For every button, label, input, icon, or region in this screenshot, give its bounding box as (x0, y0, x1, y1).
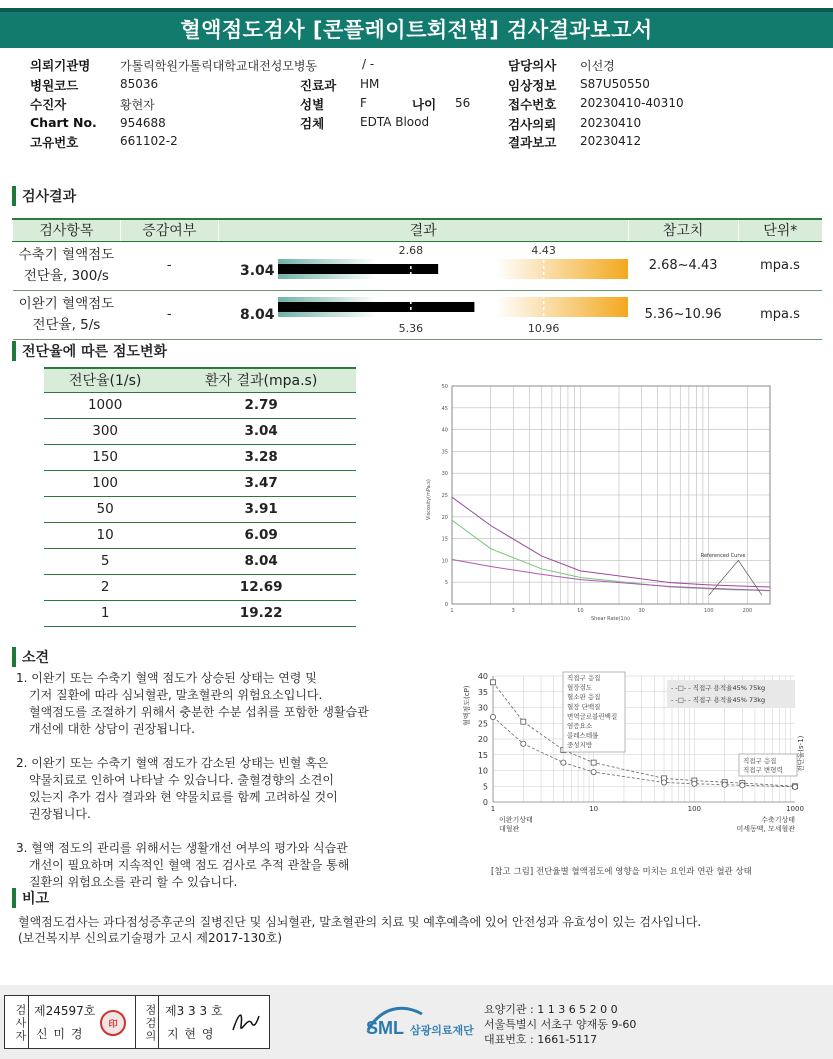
patient-result-cell: 3.91 (166, 496, 356, 522)
finding-line: 기저 질환에 따라 심뇌혈관, 말초혈관의 위험요소입니다. (29, 688, 323, 702)
x-axis-label: Shear Rate(1/s) (591, 616, 630, 622)
result-cell (218, 241, 628, 290)
result-value: 8.04 (240, 306, 275, 323)
unit-cell: mpa.s (738, 290, 822, 339)
x-tick-label: 100 (687, 805, 702, 813)
data-point (491, 680, 496, 685)
doctor-value: 이선경 (580, 59, 615, 73)
low-ref-label: 5.36 (398, 321, 424, 335)
y-tick-label: 35 (477, 687, 488, 697)
age-value: 56 (455, 96, 471, 110)
annotation-label: Referenced Curve (700, 552, 746, 559)
collector-label: 수진자 (30, 97, 67, 112)
table-row (44, 522, 356, 548)
section-marker (12, 647, 16, 667)
finding-line: 1. 이완기 또는 수축기 혈액 점도가 상승된 상태는 연령 및 (16, 671, 317, 685)
hospital-code-value: 85036 (120, 77, 159, 91)
y-tick-label: 0 (482, 798, 488, 807)
results-table (12, 218, 822, 340)
chart-value: 954688 (120, 116, 166, 130)
remarks-section-heading (12, 888, 49, 908)
shear-rate-cell: 100 (44, 470, 166, 496)
hospital-code-label: 병원코드 (30, 78, 79, 93)
col-header-reference: 참고치 (628, 219, 738, 241)
table-row (44, 470, 356, 496)
age-label: 나이 (412, 97, 437, 112)
section-marker (12, 341, 16, 361)
patient-result-cell: 19.22 (166, 600, 356, 626)
test-name-line2: 전단율, 300/s (23, 267, 109, 284)
legend-entry: - -□- - 직접구 용적율45% 73kg (671, 696, 766, 704)
y-tick-label: 20 (441, 514, 448, 521)
receipt-label: 접수번호 (508, 97, 557, 112)
finding-paragraph (16, 755, 456, 823)
collector-value: 황현자 (120, 98, 155, 112)
viscosity-chart (412, 380, 782, 625)
test-name-line1: 이완기 혈액점도 (18, 295, 115, 312)
col-header-shear: 전단율(1/s) (44, 368, 166, 392)
org-phone: 대표번호 : 1661-5117 (484, 1033, 598, 1046)
x-tick-label: 3 (511, 608, 515, 614)
factor-label: 직접구 변형력 (743, 766, 783, 774)
shear-rate-table (44, 367, 356, 627)
high-ref-label: 10.96 (528, 321, 560, 335)
clinical-label: 임상정보 (508, 78, 557, 93)
findings-text (16, 670, 456, 908)
report-title-bar (0, 8, 833, 48)
finding-line: 질환의 위험요소를 관리 할 수 있습니다. (29, 875, 238, 889)
finding-line: 3. 혈액 점도의 관리를 위해서는 생활개선 여부의 평가와 식습관 (16, 841, 348, 855)
table-row (44, 392, 356, 418)
y2-axis-label: 전단율(s-1) (797, 735, 805, 772)
unique-label: 고유번호 (30, 135, 79, 150)
finding-line: 혈액점도를 조절하기 위해서 충분한 수분 섭취를 포함한 생활습관 (29, 705, 369, 719)
verifier-label: 점검의 (135, 996, 159, 1048)
org-address: 서울특별시 서초구 양재동 9-60 (484, 1018, 637, 1031)
findings-section-heading (12, 647, 49, 667)
org-info (484, 1002, 636, 1047)
y-tick-label: 10 (441, 558, 448, 565)
reference-cell: 2.68~4.43 (628, 241, 738, 290)
test-name (13, 241, 121, 290)
table-row (44, 574, 356, 600)
series-line (452, 497, 770, 587)
svg-text:삼광의료재단: 삼광의료재단 (410, 1024, 474, 1037)
patient-result-cell: 2.79 (166, 392, 356, 418)
shear-heading-text: 전단율에 따른 점도변화 (22, 344, 167, 360)
high-ref-label: 4.43 (531, 243, 557, 257)
y-tick-label: 30 (441, 471, 448, 478)
y-tick-label: 35 (441, 449, 448, 456)
series-line (493, 717, 795, 787)
x-tick-label: 1000 (786, 805, 804, 813)
shear-rate-cell: 2 (44, 574, 166, 600)
data-point (591, 769, 596, 774)
y-tick-label: 0 (444, 602, 448, 608)
y-tick-label: 15 (477, 750, 488, 760)
results-section-heading (12, 186, 76, 206)
test-name (13, 290, 121, 339)
low-ref-label: 2.68 (398, 243, 424, 257)
shear-table-body (44, 392, 356, 626)
institution-value: 가톨릭학원가톨릭대학교대전성모병동 (120, 59, 318, 73)
receipt-value: 20230410-40310 (580, 96, 684, 110)
data-point (692, 781, 697, 786)
table-row (44, 600, 356, 626)
data-point (661, 780, 666, 785)
table-row (44, 418, 356, 444)
request-value: 20230410 (580, 116, 642, 130)
factor-label: 염증요소 (567, 722, 593, 730)
finding-paragraph (16, 670, 456, 738)
x-left-label: 이완기상태 (499, 816, 533, 824)
shear-rate-cell: 5 (44, 548, 166, 574)
chart-label: Chart No. (30, 115, 97, 130)
finding-line: 개선이 필요하며 지속적인 혈액 점도 검사로 추적 관찰을 통해 (29, 858, 350, 872)
change-cell: - (120, 241, 218, 290)
reference-chart (455, 668, 825, 883)
sex-label: 성별 (300, 97, 325, 112)
y-tick-label: 50 (441, 384, 448, 390)
gauge-value-bar (278, 302, 474, 312)
data-point (722, 782, 727, 787)
x-tick-label: 200 (742, 608, 753, 614)
y-tick-label: 40 (441, 427, 448, 434)
examiner-seal (99, 1009, 127, 1037)
institution-label: 의뢰기관명 (30, 58, 91, 73)
data-point (521, 719, 526, 724)
finding-paragraph (16, 840, 456, 891)
y-tick-label: 20 (477, 735, 488, 744)
patient-result-cell: 12.69 (166, 574, 356, 600)
factor-label: 혈장 단백질 (567, 702, 601, 711)
col-header-unit: 단위* (738, 219, 822, 241)
factor-label: 혈장점도 (567, 683, 593, 692)
results-heading-text: 검사결과 (22, 189, 77, 205)
shear-rate-cell: 1 (44, 600, 166, 626)
table-row (44, 496, 356, 522)
test-name-line2: 전단율, 5/s (32, 316, 101, 333)
data-point (792, 784, 797, 789)
examiner-number: 제24597호 (34, 1004, 96, 1018)
findings-heading-text: 소견 (22, 650, 50, 666)
change-cell: - (120, 290, 218, 339)
col-header-item: 검사항목 (13, 219, 121, 241)
factor-label: 콜레스테롤 (567, 731, 599, 740)
remarks-line: 혈액점도검사는 과다점성증후군의 질병진단 및 심뇌혈관, 말초혈관의 치료 및 예후예측에 있어 안전성과 유효성이 있는 검사입니다. (18, 915, 702, 929)
factor-label: 직접구 응집 (743, 757, 777, 765)
verifier-name: 지 현 영 (167, 1027, 215, 1041)
request-label: 검사의뢰 (508, 117, 557, 132)
svg-text:SML: SML (366, 1018, 404, 1038)
y-tick-label: 5 (444, 580, 448, 587)
factor-label: 혈소판 응집 (567, 693, 601, 702)
finding-line: 2. 이완기 또는 수축기 혈액 점도가 감소된 상태는 빈혈 혹은 (16, 756, 329, 770)
col-header-result: 결과 (218, 219, 628, 241)
shear-rate-cell: 10 (44, 522, 166, 548)
x-right-label: 미세동맥, 모세혈관 (736, 825, 795, 833)
result-value: 3.04 (240, 262, 275, 279)
ward-value: / - (362, 57, 375, 71)
x-tick-label: 1 (490, 805, 496, 813)
y-axis-label: 혈액점도(cP) (463, 685, 471, 726)
y-tick-label: 30 (477, 703, 488, 713)
patient-result-cell: 8.04 (166, 548, 356, 574)
remarks-line: (보건복지부 신의료기술평가 고시 제2017-130호) (18, 931, 283, 945)
reference-cell: 5.36~10.96 (628, 290, 738, 339)
y-tick-label: 40 (477, 672, 488, 681)
x-tick-label: 10 (577, 608, 584, 614)
x-left-label: 대혈관 (499, 825, 520, 833)
result-cell (218, 290, 628, 339)
verifier-number: 제3 3 3 호 (165, 1004, 223, 1018)
shear-rate-cell: 150 (44, 444, 166, 470)
shear-rate-cell: 50 (44, 496, 166, 522)
finding-line: 있는지 추가 검사 결과와 현 약물치료를 함께 고려하실 것이 (29, 790, 338, 804)
x-right-label: 수축기상태 (761, 816, 795, 824)
x-tick-label: 30 (638, 608, 645, 614)
report-date-value: 20230412 (580, 134, 642, 148)
finding-line: 권장됩니다. (29, 807, 91, 821)
sex-value: F (360, 96, 367, 110)
result-gauge (218, 291, 628, 335)
factor-label: 직접구 응집 (567, 674, 601, 682)
col-header-patient: 환자 결과(mpa.s) (166, 368, 356, 392)
svg-text:印: 印 (108, 1020, 118, 1030)
data-point (591, 760, 596, 765)
unit-cell: mpa.s (738, 241, 822, 290)
remarks-text (18, 914, 701, 946)
data-point (490, 714, 495, 719)
shear-section-heading (12, 341, 167, 361)
report-date-label: 결과보고 (508, 135, 557, 150)
signature-box (4, 995, 270, 1049)
table-row (44, 444, 356, 470)
data-point (740, 783, 745, 788)
examiner-label: 검사자 (5, 996, 29, 1048)
result-gauge (218, 242, 628, 286)
table-row (13, 290, 823, 339)
section-marker (12, 888, 16, 908)
table-row (44, 548, 356, 574)
specimen-label: 검체 (300, 116, 325, 131)
x-tick-label: 10 (589, 805, 599, 813)
patient-result-cell: 3.28 (166, 444, 356, 470)
y-tick-label: 45 (441, 405, 448, 412)
patient-result-cell: 3.04 (166, 418, 356, 444)
clinical-value: S87U50550 (580, 77, 650, 91)
y-tick-label: 25 (441, 493, 448, 499)
chart-caption: [참고 그림] 전단율별 혈액점도에 영향을 미치는 요인과 연관 혈관 상태 (491, 867, 752, 877)
sml-logo (364, 1000, 484, 1046)
y-tick-label: 5 (482, 782, 488, 792)
legend-entry: - -□- - 직접구 용적율45% 75kg (671, 684, 766, 692)
factor-label: 면역글로블린백질 (567, 712, 618, 721)
patient-result-cell: 3.47 (166, 470, 356, 496)
section-marker (12, 186, 16, 206)
data-point (521, 741, 526, 746)
dept-label: 진료과 (300, 78, 337, 93)
table-row (13, 241, 823, 290)
y-tick-label: 25 (477, 719, 488, 729)
factor-label: 중성지방 (567, 741, 593, 750)
remarks-heading-text: 비고 (22, 891, 50, 907)
shear-rate-cell: 1000 (44, 392, 166, 418)
x-tick-label: 100 (703, 608, 714, 614)
test-name-line1: 수축기 혈액점도 (18, 246, 115, 263)
y-tick-label: 15 (441, 536, 448, 543)
y-tick-label: 10 (477, 766, 488, 776)
shear-rate-cell: 300 (44, 418, 166, 444)
report-title: 혈액점도검사 [콘플레이트회전법] 검사결과보고서 (180, 18, 653, 42)
x-tick-label: 1 (450, 608, 454, 614)
verifier-signature (229, 1008, 263, 1038)
doctor-label: 담당의사 (508, 58, 557, 73)
patient-result-cell: 6.09 (166, 522, 356, 548)
dept-value: HM (360, 77, 380, 91)
gauge-value-bar (278, 264, 438, 274)
unique-value: 661102-2 (120, 134, 178, 148)
org-code: 요양기관 : 1 1 3 6 5 2 0 0 (484, 1003, 618, 1016)
specimen-value: EDTA Blood (360, 115, 430, 129)
finding-line: 개선에 대한 상담이 권장됩니다. (29, 722, 195, 736)
finding-line: 약물치료로 인하여 나타날 수 있습니다. 출혈경향의 소견이 (29, 773, 334, 787)
examiner-name: 신 미 경 (36, 1027, 84, 1041)
col-header-change: 증감여부 (120, 219, 218, 241)
y-axis-label: Viscosity(mPa.s) (426, 479, 432, 520)
data-point (561, 760, 566, 765)
